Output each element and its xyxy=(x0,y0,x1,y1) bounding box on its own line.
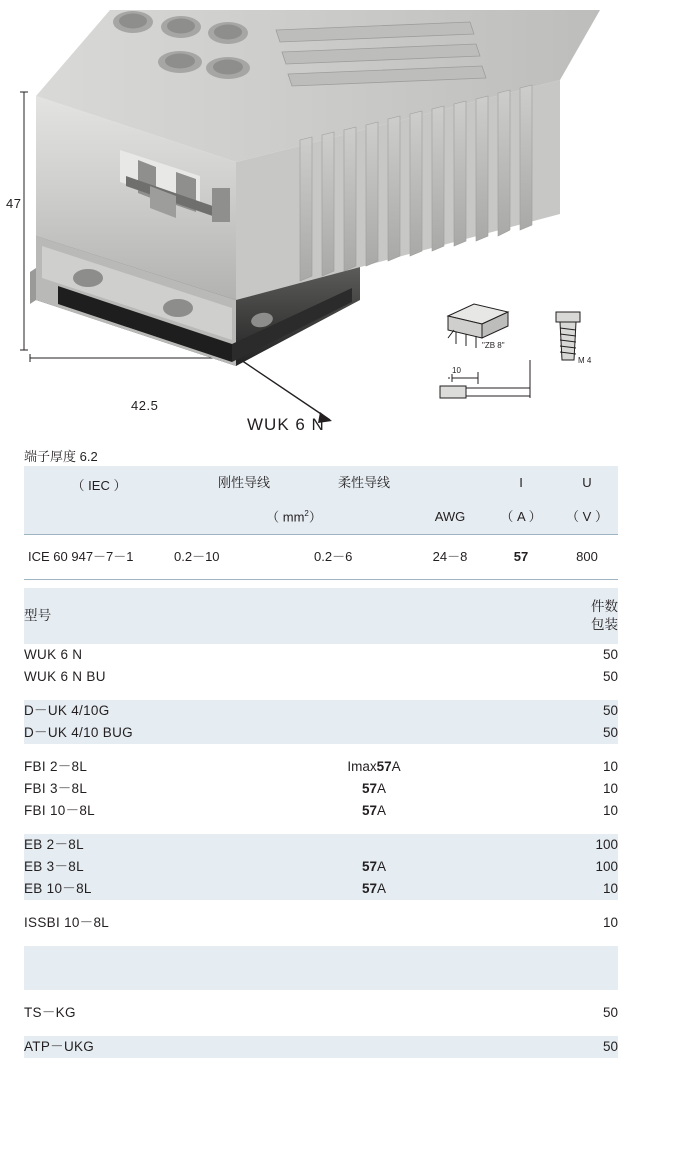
product-rating-unit: A xyxy=(377,858,387,874)
terminal-thickness-note: 端子厚度 6.2 xyxy=(24,449,98,464)
product-quantity: 100 xyxy=(595,858,618,874)
table-row xyxy=(24,946,618,968)
spec-value-standard: ICE 60 947－7－1 xyxy=(24,535,174,580)
table-row xyxy=(24,800,618,822)
spec-subheader-blank-1 xyxy=(24,500,174,535)
product-model xyxy=(24,946,274,968)
table-row xyxy=(24,700,618,722)
product-rating-unit: A xyxy=(377,802,387,818)
product-quantity: 10 xyxy=(602,802,618,818)
spec-header-voltage: U xyxy=(582,474,592,490)
product-rating xyxy=(274,912,474,934)
product-model: FBI 10－8L xyxy=(24,802,95,818)
product-model: D－UK 4/10 BUG xyxy=(24,724,133,740)
product-rating xyxy=(274,968,474,990)
dimension-width-label: 42.5 xyxy=(131,398,159,413)
spec-header-row-2 xyxy=(24,500,618,535)
product-group-spacer xyxy=(24,744,618,756)
product-group-spacer xyxy=(24,934,618,946)
spec-data-row xyxy=(24,535,618,580)
product-rating xyxy=(274,756,474,778)
product-rating-value: 57 xyxy=(376,758,392,774)
spec-value-awg: 24－8 xyxy=(414,535,486,580)
product-quantity: 10 xyxy=(602,914,618,930)
product-model: EB 3－8L xyxy=(24,858,84,874)
table-row xyxy=(24,834,618,856)
product-group-spacer xyxy=(24,990,618,1002)
spec-subheader-mm2-text: （ mm xyxy=(266,509,305,525)
product-rating xyxy=(274,878,474,900)
table-row xyxy=(24,666,618,688)
product-rating-unit: A xyxy=(377,880,387,896)
product-rating xyxy=(274,856,474,878)
product-quantity xyxy=(474,946,618,968)
product-rating xyxy=(274,800,474,822)
product-rating-value: 57 xyxy=(361,780,377,796)
product-rating xyxy=(274,946,474,968)
table-row xyxy=(24,1002,618,1024)
product-header-row xyxy=(24,588,618,644)
product-group-spacer xyxy=(24,1024,618,1036)
table-row xyxy=(24,912,618,934)
product-quantity: 10 xyxy=(602,880,618,896)
spec-header-standard: （ IEC ） xyxy=(71,477,127,493)
product-quantity: 50 xyxy=(602,668,618,684)
spec-value-flexible: 0.2－6 xyxy=(314,535,414,580)
table-row xyxy=(24,722,618,744)
specification-table xyxy=(24,466,618,580)
product-model: FBI 2－8L xyxy=(24,758,88,774)
part-name-label: WUK 6 N xyxy=(247,415,325,434)
product-quantity: 50 xyxy=(602,646,618,662)
table-row xyxy=(24,778,618,800)
spec-subheader-mm2-end: ） xyxy=(308,509,322,525)
product-quantity: 50 xyxy=(602,1004,618,1020)
product-quantity xyxy=(474,968,618,990)
product-model: EB 2－8L xyxy=(24,836,84,852)
product-quantity: 50 xyxy=(602,702,618,718)
product-rating-unit: A xyxy=(377,780,387,796)
spec-header-blank xyxy=(414,466,486,500)
product-model: D－UK 4/10G xyxy=(24,702,110,718)
spec-header-current: I xyxy=(519,474,523,490)
product-group-spacer xyxy=(24,688,618,700)
product-model xyxy=(24,968,274,990)
spec-header-rigid: 刚性导线 xyxy=(217,474,270,490)
table-row xyxy=(24,856,618,878)
spec-header-row-1 xyxy=(24,466,618,500)
product-rating xyxy=(274,834,474,856)
product-header-qty-line2: 包装 xyxy=(591,617,618,632)
product-header-model: 型号 xyxy=(24,607,52,623)
table-row xyxy=(24,878,618,900)
product-rating-prefix: Imax xyxy=(347,758,377,774)
accessory-strip-length-label: 10 xyxy=(452,366,461,375)
product-rating-unit: A xyxy=(391,758,401,774)
spec-value-rigid: 0.2－10 xyxy=(174,535,314,580)
product-quantity: 50 xyxy=(602,724,618,740)
accessory-zb-label: "ZB 8" xyxy=(482,341,505,350)
product-group-spacer xyxy=(24,822,618,834)
product-table xyxy=(24,588,618,1058)
product-model: ISSBI 10－8L xyxy=(24,914,110,930)
product-model: ATP－UKG xyxy=(24,1038,95,1054)
product-quantity: 50 xyxy=(602,1038,618,1054)
terminal-body xyxy=(30,10,600,366)
product-quantity: 10 xyxy=(602,780,618,796)
product-rating-value: 57 xyxy=(361,880,377,896)
product-quantity: 100 xyxy=(595,836,618,852)
product-model: WUK 6 N BU xyxy=(24,668,106,684)
product-group-spacer xyxy=(24,900,618,912)
product-quantity: 10 xyxy=(602,758,618,774)
spec-subheader-mm2 xyxy=(174,500,414,535)
product-rating xyxy=(274,1036,474,1058)
spec-value-voltage: 800 xyxy=(556,535,618,580)
accessory-screw-m4 xyxy=(556,312,580,360)
product-rating xyxy=(274,644,474,666)
product-model: EB 10－8L xyxy=(24,880,92,896)
product-model: FBI 3－8L xyxy=(24,780,88,796)
spec-value-current: 57 xyxy=(486,535,556,580)
accessory-m4-label: M 4 xyxy=(578,356,592,365)
product-header-blank xyxy=(274,588,474,644)
product-rating xyxy=(274,666,474,688)
terminal-block-illustration xyxy=(0,0,686,440)
product-model: TS－KG xyxy=(24,1004,76,1020)
spec-subheader-amp: （ A ） xyxy=(500,508,542,524)
spec-subheader-volt: （ V ） xyxy=(566,508,608,524)
product-header-qty-line1: 件数 xyxy=(591,598,618,614)
product-rating xyxy=(274,700,474,722)
product-rating xyxy=(274,1002,474,1024)
dimension-height-label: 47 xyxy=(6,196,22,211)
table-row xyxy=(24,644,618,666)
product-rating-value: 57 xyxy=(361,802,377,818)
spec-subheader-awg: AWG xyxy=(434,508,466,524)
spec-subheader-mm2-sup: 2 xyxy=(304,508,309,518)
product-rating xyxy=(274,722,474,744)
spec-header-flexible: 柔性导线 xyxy=(337,474,390,490)
product-drawing xyxy=(0,0,686,440)
table-row xyxy=(24,756,618,778)
product-model: WUK 6 N xyxy=(24,646,83,662)
table-row xyxy=(24,1036,618,1058)
product-header-qty xyxy=(474,588,618,644)
product-rating xyxy=(274,778,474,800)
table-row xyxy=(24,968,618,990)
product-rating-value: 57 xyxy=(361,858,377,874)
